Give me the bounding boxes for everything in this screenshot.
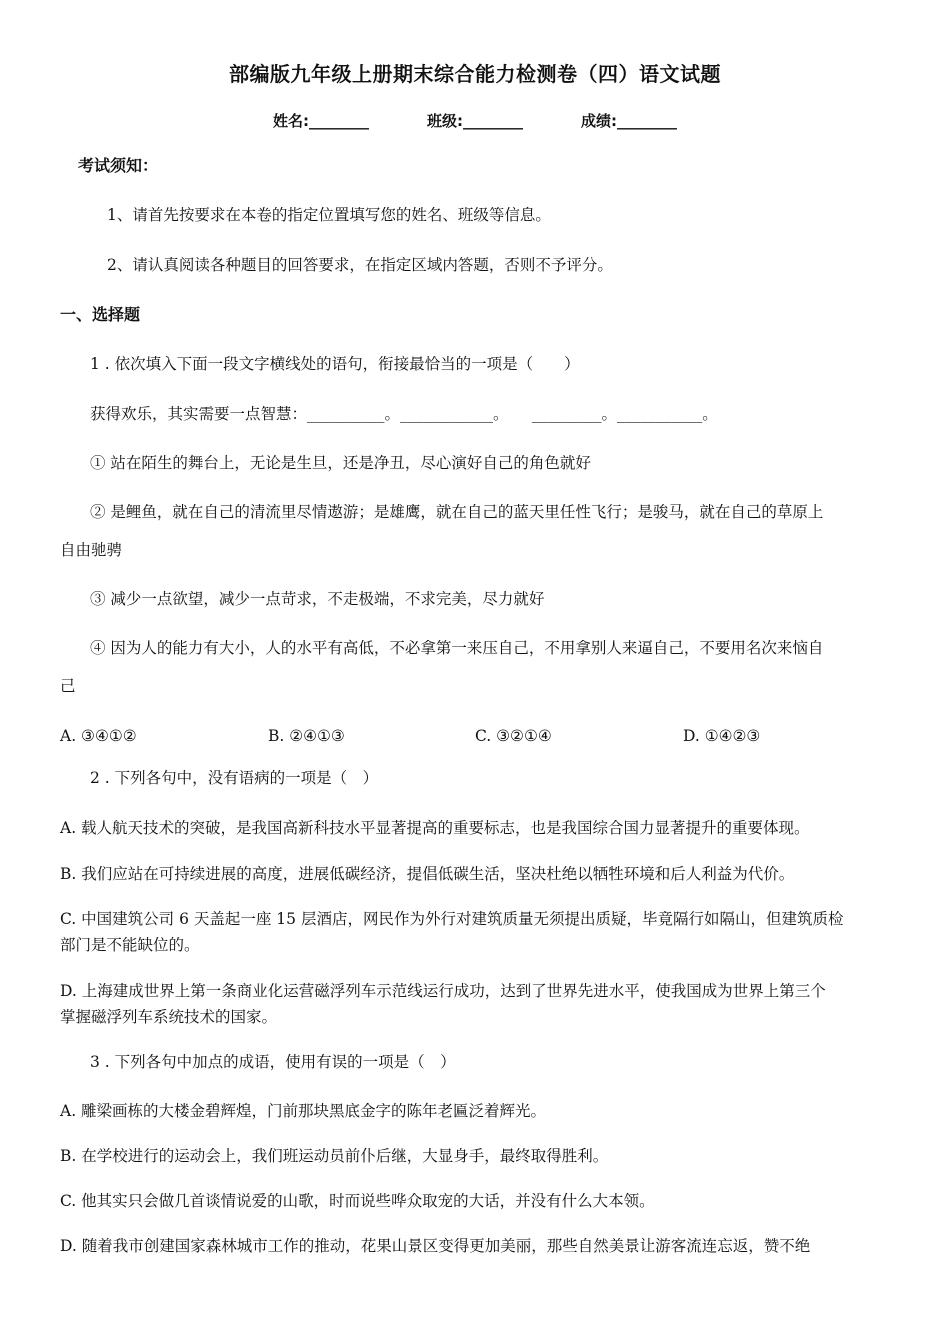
class-field[interactable]: 班级:________ xyxy=(427,112,523,130)
section-heading: 一、选择题 xyxy=(60,305,141,324)
q1-option-b[interactable]: B. ②④①③ xyxy=(268,727,345,745)
notice-item-1: 1、请首先按要求在本卷的指定位置填写您的姓名、班级等信息。 xyxy=(107,206,551,224)
q2-option-c[interactable]: C. 中国建筑公司 6 天盖起一座 15 层酒店，网民作为外行对建筑质量无须提出质疑，毕竟隔行如隔山，但建筑质检 xyxy=(60,910,844,928)
q3-option-d[interactable]: D. 随着我市创建国家森林城市工作的推动，花果山景区变得更加美丽，那些自然美景让游客流连忘返，赞不绝 xyxy=(60,1237,811,1255)
q1-sentence-4-cont: 己 xyxy=(60,677,76,695)
q1-stem: 1 . 依次填入下面一段文字横线处的语句，衔接最恰当的一项是（ ） xyxy=(90,355,580,373)
student-info-row xyxy=(0,110,950,131)
page-title: 部编版九年级上册期末综合能力检测卷（四）语文试题 xyxy=(229,62,721,86)
notice-heading: 考试须知： xyxy=(78,156,159,175)
q1-option-a[interactable]: A. ③④①② xyxy=(60,727,137,745)
notice-item-2: 2、请认真阅读各种题目的回答要求，在指定区域内答题，否则不予评分。 xyxy=(107,256,613,274)
q3-option-b[interactable]: B. 在学校进行的运动会上，我们班运动员前仆后继，大显身手，最终取得胜利。 xyxy=(60,1147,609,1165)
q2-option-b[interactable]: B. 我们应站在可持续进展的高度，进展低碳经济，提倡低碳生活，坚决杜绝以牺牲环境和后人利益为代价。 xyxy=(60,865,795,883)
q3-option-a[interactable]: A. 雕梁画栋的大楼金碧辉煌，门前那块黑底金字的陈年老匾泛着辉光。 xyxy=(60,1102,547,1120)
q3-option-c[interactable]: C. 他其实只会做几首谈情说爱的山歌，时而说些哗众取宠的大话，并没有什么大本领。 xyxy=(60,1192,655,1210)
q2-option-d[interactable]: D. 上海建成世界上第一条商业化运营磁浮列车示范线运行成功，达到了世界先进水平，使我国成为世界上第三个 xyxy=(60,982,826,1000)
q1-sentence-1: ① 站在陌生的舞台上，无论是生旦，还是净丑，尽心演好自己的角色就好 xyxy=(90,454,591,472)
q1-sentence-2: ② 是鲤鱼，就在自己的清流里尽情遨游；是雄鹰，就在自己的蓝天里任性飞行；是骏马，就在自己的草原上 xyxy=(90,503,824,521)
score-field[interactable]: 成绩:________ xyxy=(581,112,677,130)
q1-passage: 获得欢乐，其实需要一点智慧：__________。____________。 _________。___________。 xyxy=(90,405,718,423)
q2-option-d-cont: 掌握磁浮列车系统技术的国家。 xyxy=(60,1008,278,1026)
name-field[interactable]: 姓名:________ xyxy=(273,112,369,130)
q3-stem: 3 . 下列各句中加点的成语，使用有误的一项是（ ） xyxy=(90,1053,456,1071)
q1-option-c[interactable]: C. ③②①④ xyxy=(475,727,552,745)
q1-option-d[interactable]: D. ①④②③ xyxy=(683,727,761,745)
q2-stem: 2 . 下列各句中，没有语病的一项是（ ） xyxy=(90,769,379,787)
q1-sentence-4: ④ 因为人的能力有大小，人的水平有高低，不必拿第一来压自己，不用拿别人来逼自己，不要用名次来恼自 xyxy=(90,639,824,657)
q2-option-a[interactable]: A. 载人航天技术的突破，是我国高新科技水平显著提高的重要标志，也是我国综合国力显著提升的重要体现。 xyxy=(60,819,810,837)
q1-sentence-3: ③ 减少一点欲望，减少一点苛求，不走极端，不求完美，尽力就好 xyxy=(90,590,545,608)
q1-sentence-2-cont: 自由驰骋 xyxy=(60,541,123,559)
q2-option-c-cont: 部门是不能缺位的。 xyxy=(60,936,200,954)
q1-options xyxy=(60,726,860,746)
